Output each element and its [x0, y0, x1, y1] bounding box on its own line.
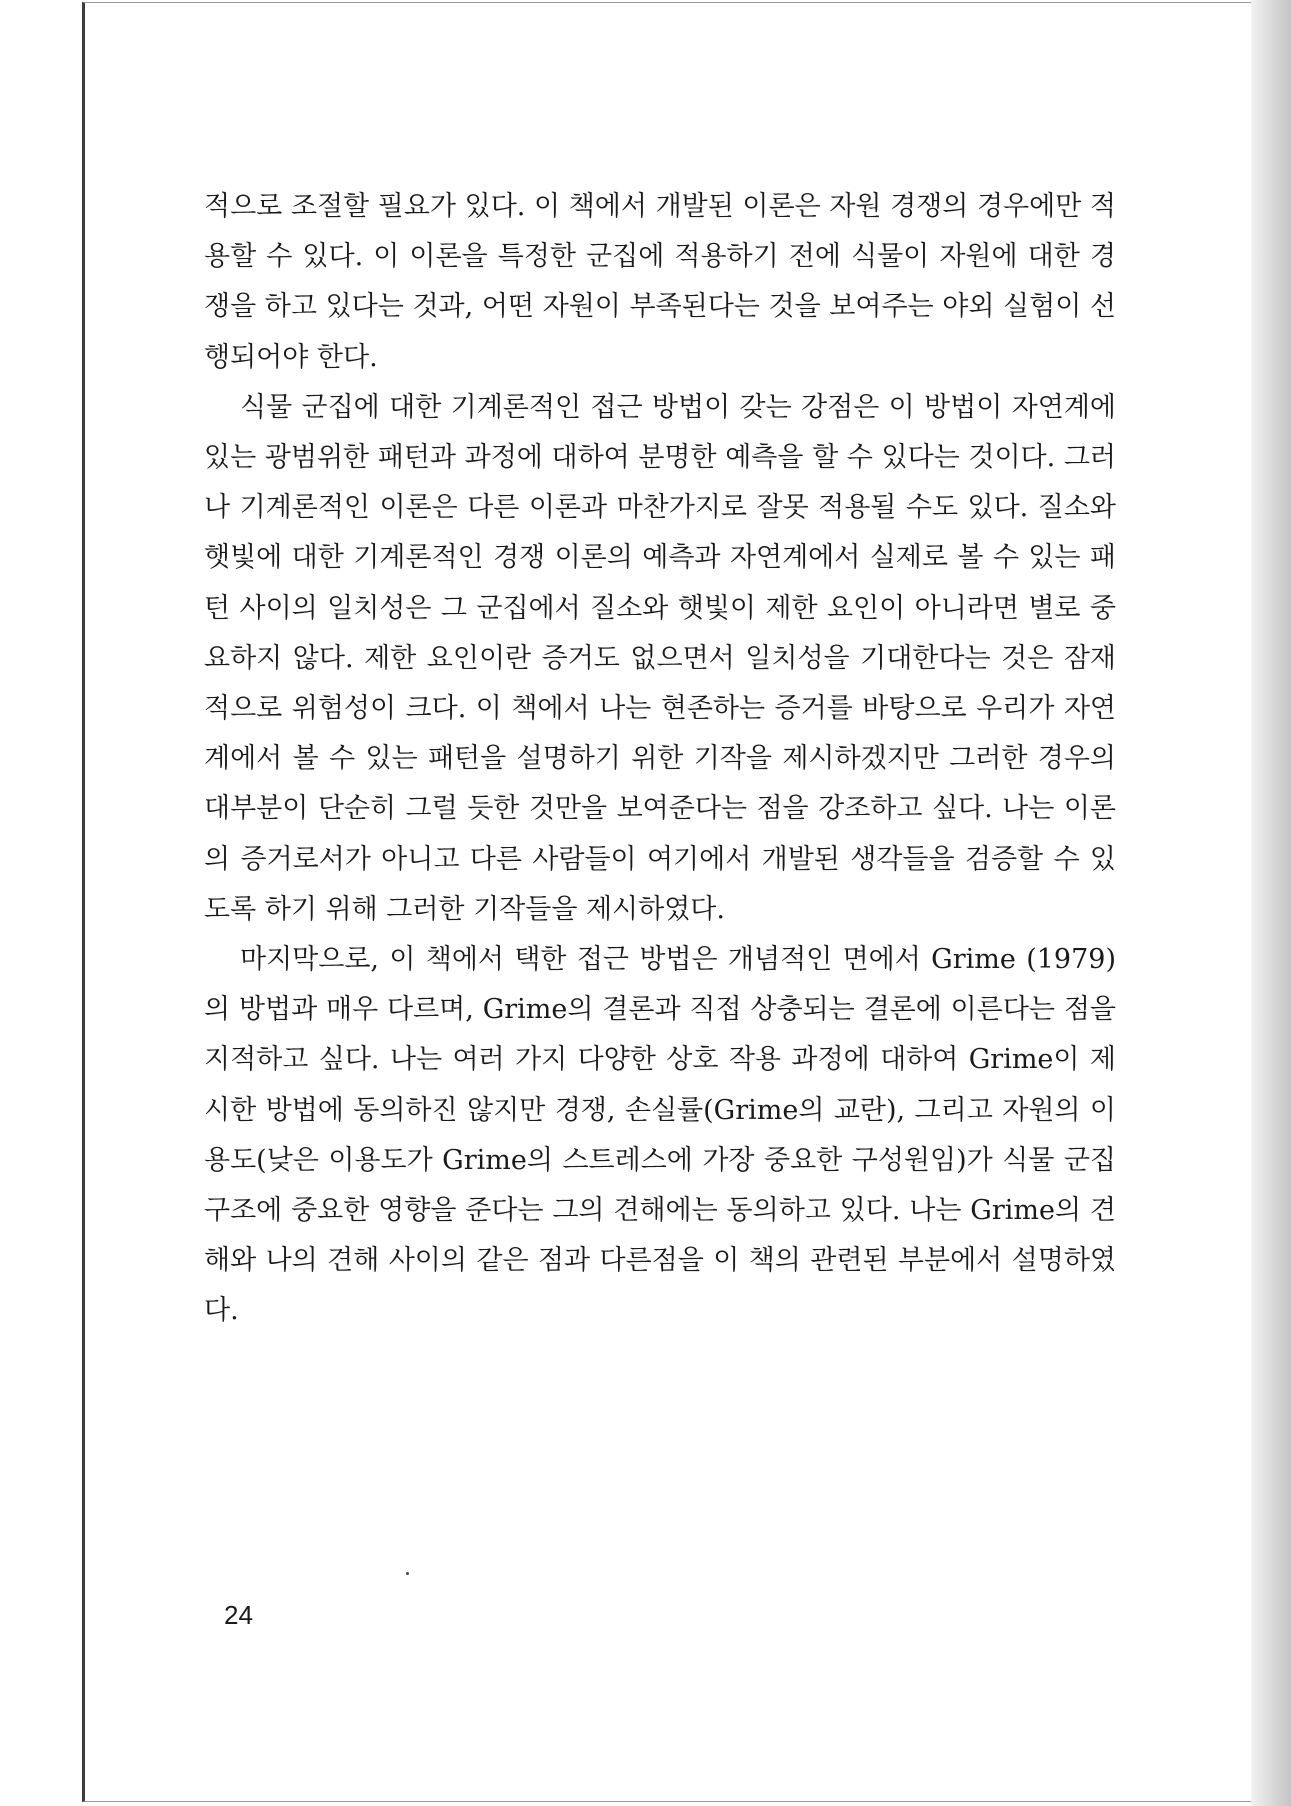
page-edge-shadow — [1251, 0, 1291, 1806]
page-number: 24 — [224, 1600, 253, 1630]
paragraph-3: 마지막으로, 이 책에서 택한 접근 방법은 개념적인 면에서 Grime (1979)의 방법과 매우 다르며, Grime의 결론과 직접 상충되는 결론에 이른다는 점을 지적하고 싶다. 나는 여러 가지 다양한 상호 작용 과정에 대하여 Grime이 제시한 방법에 동의하진 않지만 경쟁, 손실률(Grime의 교란), 그리고 자원의 이용도(낮은 이용도가 Grime의 스트레스에 가장 중요한 구성원임)가 식물 군집 구조에 중요한 영향을 준다는 그의 견해에는 동의하고 있다. 나는 Grime의 견해와 나의 견해 사이의 같은 점과 다른점을 이 책의 관련된 부분에서 설명하였다. — [204, 944, 1116, 1327]
left-margin — [0, 0, 82, 1806]
paragraph-2: 식물 군집에 대한 기계론적인 접근 방법이 갖는 강점은 이 방법이 자연계에 있는 광범위한 패턴과 과정에 대하여 분명한 예측을 할 수 있다는 것이다. 그러나 기계론적인 이론은 다른 이론과 마찬가지로 잘못 적용될 수도 있다. 질소와 햇빛에 대한 기계론적인 경쟁 이론의 예측과 자연계에서 실제로 볼 수 있는 패턴 사이의 일치성은 그 군집에서 질소와 햇빛이 제한 요인이 아니라면 별로 중요하지 않다. 제한 요인이란 증거도 없으면서 일치성을 기대한다는 것은 잠재적으로 위험성이 크다. 이 책에서 나는 현존하는 증거를 바탕으로 우리가 자연계에서 볼 수 있는 패턴을 설명하기 위한 기작을 제시하겠지만 그러한 경우의 대부분이 단순히 그럴 듯한 것만을 보여준다는 점을 강조하고 싶다. 나는 이론의 증거로서가 아니고 다른 사람들이 여기에서 개발된 생각들을 검증할 수 있도록 하기 위해 그러한 기작들을 제시하였다. — [204, 391, 1116, 925]
body-text — [204, 182, 1116, 1337]
paragraph-1: 적으로 조절할 필요가 있다. 이 책에서 개발된 이론은 자원 경쟁의 경우에만 적용할 수 있다. 이 이론을 특정한 군집에 적용하기 전에 식물이 자원에 대한 경쟁을 하고 있다는 것과, 어떤 자원이 부족된다는 것을 보여주는 야외 실험이 선행되어야 한다. — [204, 191, 1116, 373]
dust-speck — [406, 1572, 409, 1575]
